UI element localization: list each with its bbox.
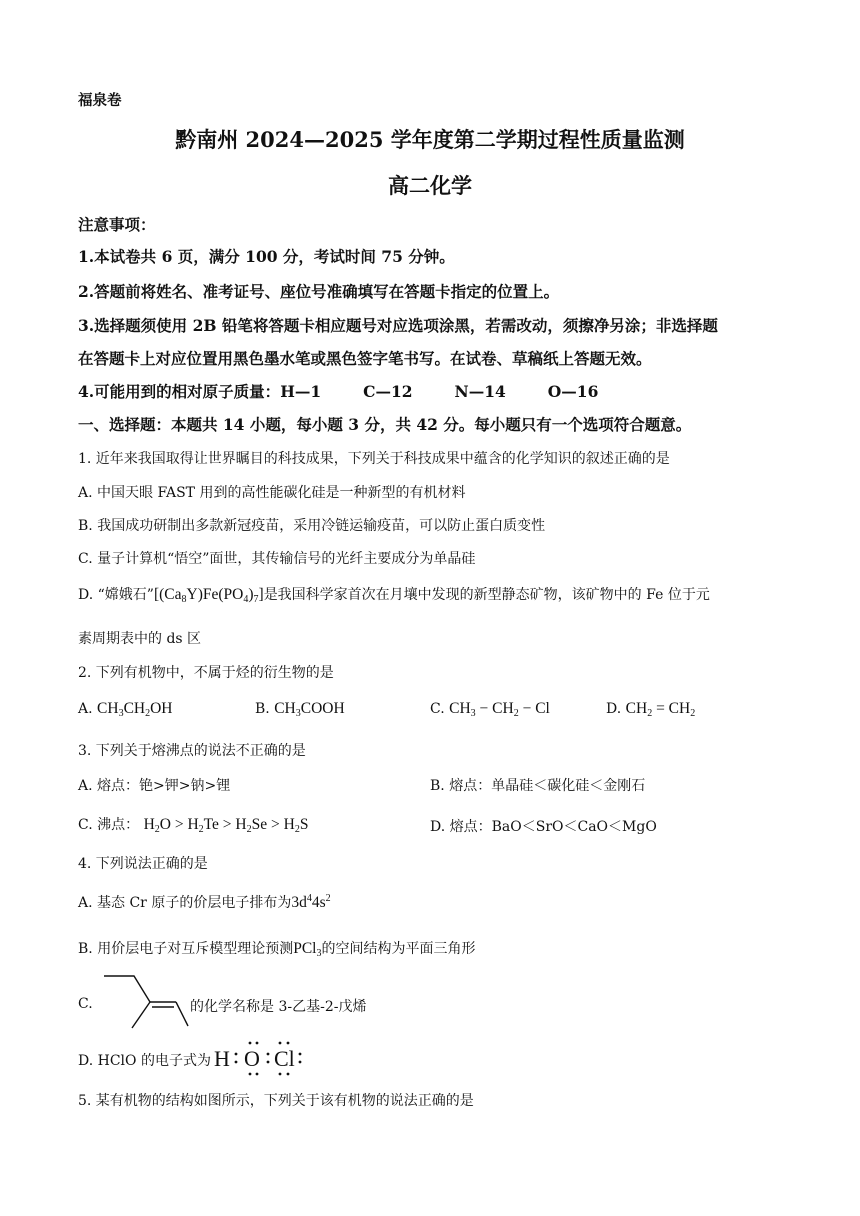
q3-stem: 3. 下列关于熔沸点的说法不正确的是 xyxy=(78,743,306,759)
svg-text:Cl: Cl xyxy=(274,1046,295,1071)
q1-option-d: D. “嫦娥石$”[(Ca_8Y)Fe(PO_4)_7]$是我国科学家首次在月壤中发现的新型静态矿物，该矿物中的 Fe 位于元 xyxy=(78,586,710,605)
q2-option-c: C. $CH_3 - CH_2 - Cl$ xyxy=(430,700,550,719)
q3-option-d: D. 熔点：BaO＜SrO＜CaO＜MgO xyxy=(430,819,657,835)
q1-stem: 1. 近年来我国取得让世界瞩目的科技成果，下列关于科技成果中蕴含的化学知识的叙述正确的是 xyxy=(78,451,670,467)
q1-option-a: A. 中国天眼 FAST 用到的高性能碳化硅是一种新型的有机材料 xyxy=(78,485,466,501)
q2-option-d: D. $CH_2 = CH_2$ xyxy=(606,700,696,719)
notes-heading: 注意事项： xyxy=(78,215,156,234)
q1-option-b: B. 我国成功研制出多款新冠疫苗，采用冷链运输疫苗，可以防止蛋白质变性 xyxy=(78,518,546,534)
q4-option-d: D. HClO 的电子式为 xyxy=(78,1053,211,1069)
note-3b: 在答题卡上对应位置用黑色墨水笔或黑色签字笔书写。在试卷、草稿纸上答题无效。 xyxy=(78,349,652,368)
q1-option-c: C. 量子计算机“悟空”面世，其传输信号的光纤主要成分为单晶硅 xyxy=(78,551,476,567)
svg-text:O: O xyxy=(244,1046,260,1071)
section-heading: 一、选择题：本题共 14 小题，每小题 3 分，共 42 分。每小题只有一个选项符合题意。 xyxy=(78,415,692,434)
q3-option-a: A. 熔点：铯>钾>钠>锂 xyxy=(78,778,231,794)
note-3a: 3.选择题须使用 2B 铅笔将答题卡相应题号对应选项涂黑，若需改动，须擦净另涂；非选择题 xyxy=(78,316,718,335)
note-4: 4.可能用到的相对原子质量：H—1 C—12 N—14 O—16 xyxy=(78,382,599,401)
svg-text:H: H xyxy=(214,1046,230,1071)
q3-option-b: B. 熔点：单晶硅＜碳化硅＜金刚石 xyxy=(430,778,646,794)
q2-stem: 2. 下列有机物中，不属于烃的衍生物的是 xyxy=(78,665,334,681)
q1-option-d-tail: 素周期表中的 ds 区 xyxy=(78,631,202,647)
note-1: 1.本试卷共 6 页，满分 100 分，考试时间 75 分钟。 xyxy=(78,247,455,266)
q2-option-b: B. $CH_3COOH$ xyxy=(255,700,345,719)
pentene-skeletal-structure xyxy=(100,970,190,1030)
q4-option-b: B. 用价层电子对互斥模型理论预测PCl$_3$的空间结构为平面三角形 xyxy=(78,940,476,959)
q4-option-c-label: C. xyxy=(78,996,93,1012)
q5-stem: 5. 某有机物的结构如图所示，下列关于该有机物的说法正确的是 xyxy=(78,1093,474,1109)
q2-option-a: A. $CH_3CH_2OH$ xyxy=(78,700,173,719)
note-2: 2.答题前将姓名、准考证号、座位号准确填写在答题卡指定的位置上。 xyxy=(78,282,560,301)
q3-option-c: C. 沸点： $H_2O > H_2Te > H_2Se > H_2S$ xyxy=(78,816,309,835)
paper-tag: 福泉卷 xyxy=(78,92,122,109)
q4-option-a: A. 基态 Cr 原子的价层电子排布为$3d^44s^2$ xyxy=(78,893,331,911)
q4-stem: 4. 下列说法正确的是 xyxy=(78,856,208,872)
paper-title: 黔南州 2024—2025 学年度第二学期过程性质量监测 xyxy=(175,127,685,152)
q4-option-c-text: 的化学名称是 3-乙基-2-戊烯 xyxy=(190,999,367,1015)
hclo-electron-formula xyxy=(212,1038,312,1078)
paper-subtitle: 高二化学 xyxy=(388,173,472,198)
